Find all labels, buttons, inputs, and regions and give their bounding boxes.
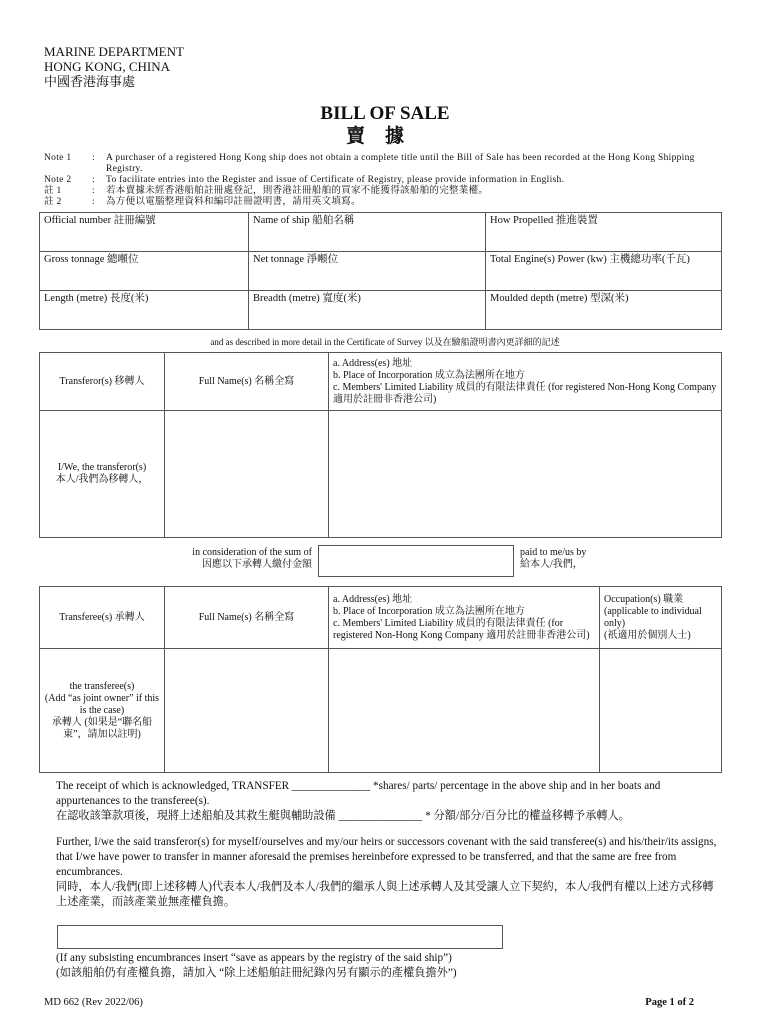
- row-label-en: I/We, the transferor(s): [57, 462, 147, 473]
- row-label-1: the transferee(s): [69, 680, 135, 692]
- address-item-b: b. Place of Incorporation 成立為法團所在地方: [333, 369, 525, 381]
- full-name-header: Full Name(s) 名稱全寫: [165, 353, 329, 411]
- note-1: Note 1 : A purchaser of a registered Hong Kong ship does not obtain a complete title until the Bill of Sale has been recorded at the Hong Kong Shipping Registry.: [44, 153, 724, 175]
- survey-caption: and as described in more detail in the Certificate of Survey 以及在驗船證明書內更詳細的記述: [210, 337, 560, 347]
- address-item-a: a. Address(es) 地址: [333, 593, 413, 605]
- net-tonnage-field[interactable]: [249, 252, 486, 291]
- address-item-b: b. Place of Incorporation 成立為法團所在地方: [333, 605, 525, 617]
- department-header: [44, 44, 184, 89]
- consideration-en: in consideration of the sum of: [192, 547, 312, 558]
- note-zh-2: 註 2 : 為方便以電腦整理資料和編印註冊證明書，請用英文填寫。: [44, 197, 724, 208]
- transferee-address-input[interactable]: [329, 649, 600, 773]
- address-item-c: c. Members' Limited Liability 成員的有限法律責任 (for registered Non-Hong Kong Company 適用於註冊非香港公司): [333, 381, 717, 405]
- address-item-c: c. Members' Limited Liability 成員的有限法律責任 (for registered Non-Hong Kong Company 適用於註冊非香港公司): [333, 617, 590, 641]
- header-line-1: MARINE DEPARTMENT: [44, 44, 184, 59]
- notes-section: [44, 153, 724, 208]
- transferee-occupation-input[interactable]: [600, 649, 722, 773]
- transferor-header: Transferor(s) 移轉人: [40, 353, 165, 411]
- encumbrance-text-zh: (如該船舶仍有產權負擔，請加入 “除上述船舶註冊紀錄內另有顯示的產權負擔外”): [56, 967, 457, 979]
- transferor-name-input[interactable]: [165, 411, 329, 538]
- note-text: To facilitate entries into the Register and issue of Certificate of Registry, please provide information in English.: [106, 175, 565, 185]
- address-header: [329, 587, 600, 649]
- header-line-3: 中國香港海事處: [44, 74, 136, 89]
- consideration-zh: 因應以下承轉人繳付金額: [202, 559, 312, 570]
- consideration-label: [150, 547, 312, 571]
- page-title-en: BILL OF SALE: [320, 103, 450, 124]
- occupation-zh: (祇適用於個別人士): [604, 629, 691, 641]
- covenant-paragraph: [56, 835, 722, 910]
- paid-by-zh: 給本人/我們，: [520, 559, 583, 570]
- how-propelled-field[interactable]: [486, 213, 722, 252]
- field-label: Gross tonnage 總噸位: [44, 254, 139, 265]
- paid-by-label: [520, 547, 640, 571]
- note-label: 註 1: [44, 186, 62, 196]
- encumbrance-note: [56, 951, 722, 981]
- note-label: 註 2: [44, 197, 62, 207]
- note-2: Note 2 : To facilitate entries into the Register and issue of Certificate of Registry, please provide information in English.: [44, 175, 724, 186]
- address-item-a: a. Address(es) 地址: [333, 357, 413, 369]
- receipt-text-zh: 在認收該筆款項後，現將上述船舶及其救生艇與輔助設備 _______________ * 分額/部分/百分比的權益移轉予承轉人。: [56, 810, 630, 822]
- header-line-2: HONG KONG, CHINA: [44, 59, 171, 74]
- field-label: Moulded depth (metre) 型深(米): [490, 293, 629, 304]
- field-label: Length (metre) 長度(米): [44, 293, 149, 304]
- note-text: A purchaser of a registered Hong Kong ship does not obtain a complete title until the Bill of Sale has been recorded at the Hong Kong Shipping Registry.: [106, 153, 695, 174]
- note-label: Note 2: [44, 175, 72, 185]
- row-label-2: (Add “as joint owner” if this is the case): [44, 692, 160, 716]
- encumbrance-input[interactable]: [57, 925, 503, 949]
- page-number: Page 1 of 2: [645, 997, 694, 1008]
- field-label: Breadth (metre) 寬度(米): [253, 293, 361, 304]
- field-label: Official number 註冊編號: [44, 215, 156, 226]
- field-label: Net tonnage 淨噸位: [253, 254, 339, 265]
- encumbrance-text-en: (If any subsisting encumbrances insert “save as appears by the registry of the said ship”): [56, 952, 452, 964]
- transferor-row-label: [40, 411, 165, 538]
- note-zh-1: 註 1 : 若本賣據未經香港船舶註冊處登記，則香港註冊船舶的買家不能獲得該船舶的完整業權。: [44, 186, 724, 197]
- name-of-ship-field[interactable]: [249, 213, 486, 252]
- note-label: Note 1: [44, 153, 72, 163]
- field-label: How Propelled 推進裝置: [490, 215, 598, 226]
- transferee-header: Transferee(s) 承轉人: [40, 587, 165, 649]
- form-code: MD 662 (Rev 2022/06): [44, 997, 143, 1008]
- paid-by-en: paid to me/us by: [520, 547, 587, 558]
- consideration-amount-input[interactable]: [318, 545, 514, 577]
- address-header: [329, 353, 722, 411]
- row-label-zh: 本人/我們為移轉人，: [55, 474, 149, 485]
- official-number-field[interactable]: [40, 213, 249, 252]
- transferee-row-label: [40, 649, 165, 773]
- full-name-header: Full Name(s) 名稱全寫: [165, 587, 329, 649]
- occupation-en: Occupation(s) 職業 (applicable to individual only): [604, 593, 702, 629]
- gross-tonnage-field[interactable]: [40, 252, 249, 291]
- length-field[interactable]: [40, 291, 249, 330]
- transferee-table: [39, 586, 722, 773]
- ship-particulars-table: [39, 212, 722, 330]
- total-engine-power-field[interactable]: [486, 252, 722, 291]
- field-label: Total Engine(s) Power (kw) 主機總功率(千瓦): [490, 254, 690, 265]
- covenant-text-en: Further, I/we the said transferor(s) for myself/ourselves and my/our heirs or successors covenant with the said transferee(s) and his/their/its assigns, that I/we have power to transfer in manner aforesaid the premises hereinbefore expressed to be transferred, and that the same are free from encumbrances.: [56, 836, 717, 878]
- receipt-text-en: The receipt of which is acknowledged, TRANSFER ______________ *shares/ parts/ percentage in the above ship and in her boats and appurtenances to the transferee(s).: [56, 780, 661, 807]
- receipt-paragraph: [56, 779, 722, 824]
- transferee-name-input[interactable]: [165, 649, 329, 773]
- field-label: Name of ship 船舶名稱: [253, 215, 355, 226]
- covenant-text-zh: 同時，本人/我們(即上述移轉人)代表本人/我們及本人/我們的繼承人與上述承轉人及其受讓人立下契約，本人/我們有權以上述方式移轉上述產業，而該產業並無產權負擔。: [56, 881, 714, 908]
- occupation-header: [600, 587, 722, 649]
- transferor-address-input[interactable]: [329, 411, 722, 538]
- note-text: 若本賣據未經香港船舶註冊處登記，則香港註冊船舶的買家不能獲得該船舶的完整業權。: [106, 186, 489, 196]
- moulded-depth-field[interactable]: [486, 291, 722, 330]
- transferor-table: [39, 352, 722, 538]
- note-text: 為方便以電腦整理資料和編印註冊證明書，請用英文填寫。: [106, 197, 361, 207]
- row-label-3: 承轉人 (如果是“聯名船東”，請加以註明): [51, 716, 153, 740]
- breadth-field[interactable]: [249, 291, 486, 330]
- page-title-zh: 賣據: [345, 126, 424, 147]
